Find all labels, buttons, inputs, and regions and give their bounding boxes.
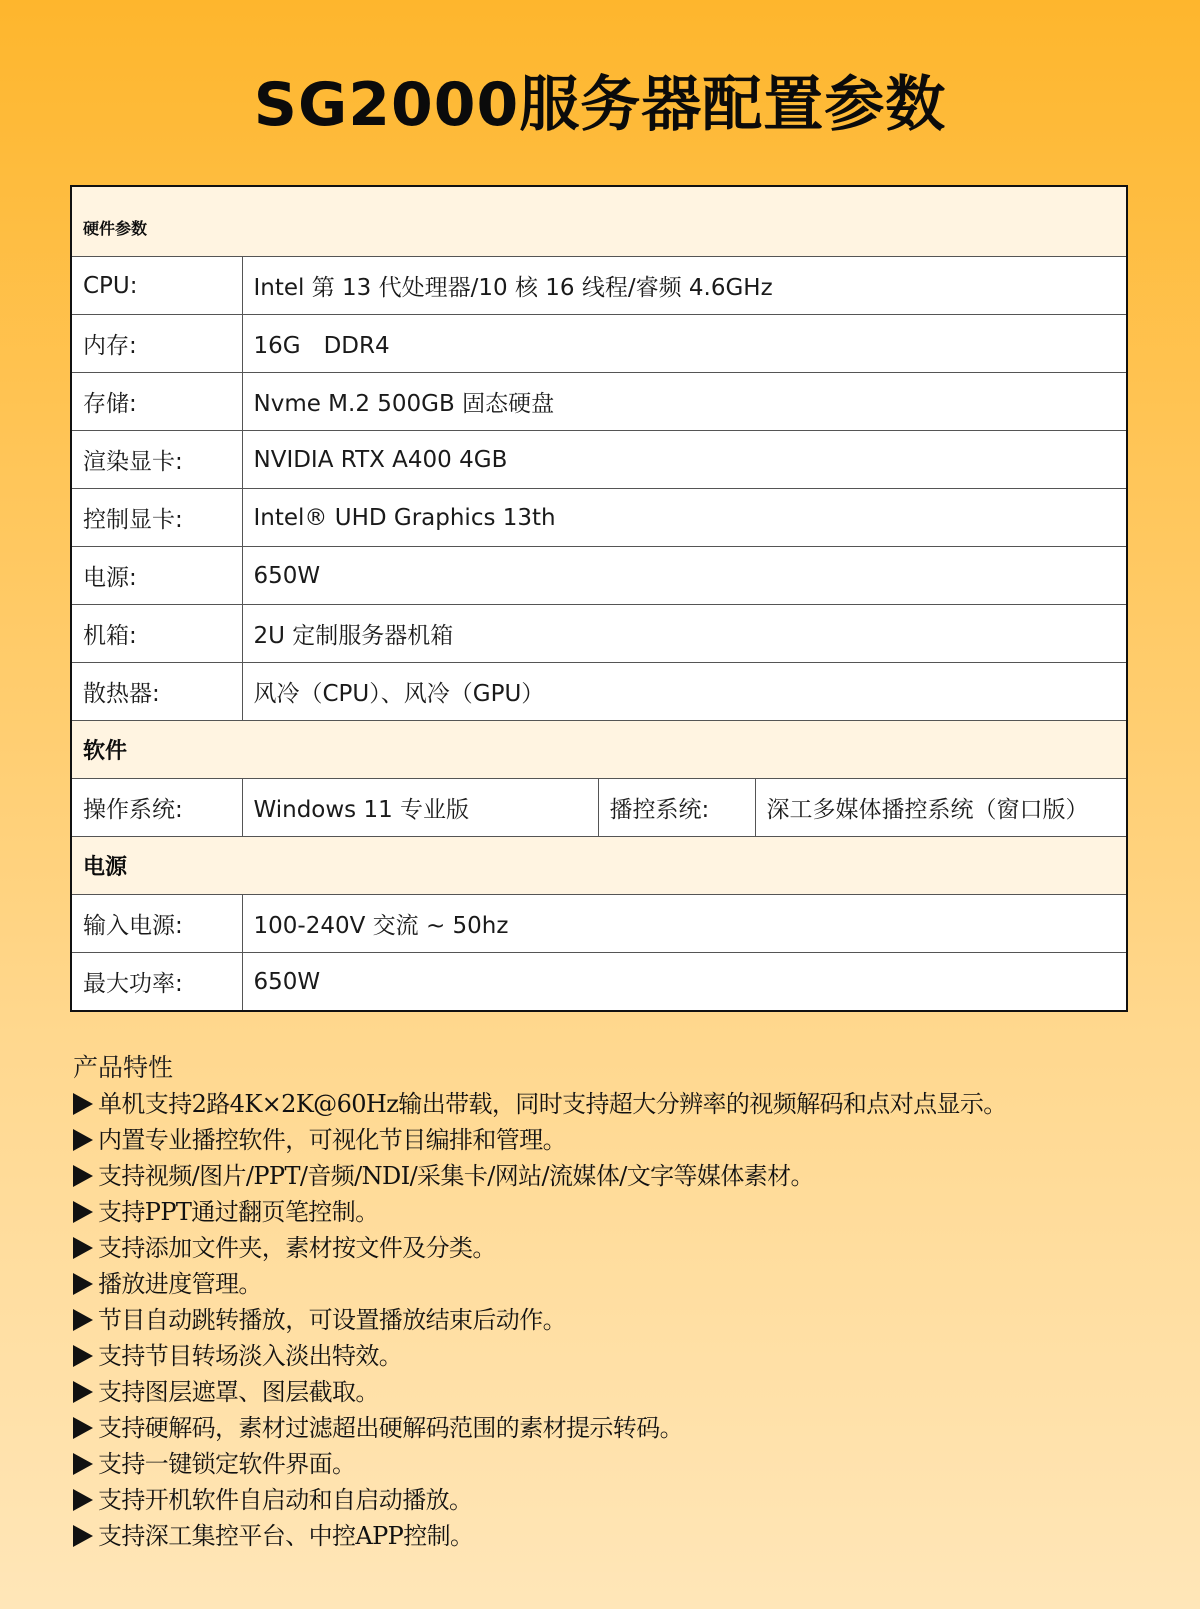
page-title: SG2000服务器配置参数 [253, 70, 947, 140]
hardware-section-row [71, 186, 1127, 257]
control-system-label: 播控系统: [598, 779, 755, 837]
feature-text: 支持一键锁定软件界面。 [98, 1450, 356, 1478]
storage-value: Nvme M.2 500GB 固态硬盘 [242, 373, 1127, 431]
list-item [73, 1158, 1198, 1194]
cpu-label: CPU: [71, 257, 242, 315]
feature-text: 内置专业播控软件，可视化节目编排和管理。 [98, 1126, 566, 1154]
render-gpu-label: 渲染显卡: [71, 431, 242, 489]
table-row [71, 895, 1127, 953]
memory-label: 内存: [71, 315, 242, 373]
list-item [73, 1374, 1198, 1410]
table-row [71, 547, 1127, 605]
os-label: 操作系统: [71, 779, 242, 837]
feature-text: 支持PPT通过翻页笔控制。 [98, 1198, 379, 1226]
table-row [71, 315, 1127, 373]
max-power-value: 650W [242, 953, 1127, 1012]
triangle-bullet-icon [73, 1381, 93, 1403]
triangle-bullet-icon [73, 1453, 93, 1475]
os-value: Windows 11 专业版 [242, 779, 598, 837]
table-row [71, 663, 1127, 721]
triangle-bullet-icon [73, 1201, 93, 1223]
list-item [73, 1446, 1198, 1482]
triangle-bullet-icon [73, 1309, 93, 1331]
triangle-bullet-icon [73, 1165, 93, 1187]
list-item [73, 1302, 1198, 1338]
feature-text: 支持硬解码，素材过滤超出硬解码范围的素材提示转码。 [98, 1414, 683, 1442]
list-item [73, 1086, 1198, 1122]
spec-table [70, 185, 1128, 1012]
feature-text: 支持视频/图片/PPT/音频/NDI/采集卡/网站/流媒体/文字等媒体素材。 [98, 1162, 814, 1190]
max-power-label: 最大功率: [71, 953, 242, 1012]
list-item [73, 1230, 1198, 1266]
input-power-value: 100-240V 交流 ~ 50hz [242, 895, 1127, 953]
triangle-bullet-icon [73, 1237, 93, 1259]
feature-text: 支持深工集控平台、中控APP控制。 [98, 1522, 474, 1550]
list-item [73, 1194, 1198, 1230]
table-row [71, 373, 1127, 431]
power-section-title: 电源 [71, 837, 1127, 895]
feature-text: 节目自动跳转播放，可设置播放结束后动作。 [98, 1306, 566, 1334]
software-section-title: 软件 [71, 721, 1127, 779]
storage-label: 存储: [71, 373, 242, 431]
chassis-value: 2U 定制服务器机箱 [242, 605, 1127, 663]
feature-text: 单机支持2路4K×2K@60Hz输出带载，同时支持超大分辨率的视频解码和点对点显示。 [98, 1090, 1007, 1118]
control-gpu-value: Intel® UHD Graphics 13th [242, 489, 1127, 547]
table-row [71, 605, 1127, 663]
table-row [71, 489, 1127, 547]
feature-text: 播放进度管理。 [98, 1270, 262, 1298]
list-item [73, 1482, 1198, 1518]
triangle-bullet-icon [73, 1417, 93, 1439]
render-gpu-value: NVIDIA RTX A400 4GB [242, 431, 1127, 489]
list-item [73, 1122, 1198, 1158]
triangle-bullet-icon [73, 1273, 93, 1295]
memory-value: 16G DDR4 [242, 315, 1127, 373]
triangle-bullet-icon [73, 1525, 93, 1547]
feature-text: 支持节目转场淡入淡出特效。 [98, 1342, 403, 1370]
table-row [71, 953, 1127, 1012]
list-item [73, 1410, 1198, 1446]
control-gpu-label: 控制显卡: [71, 489, 242, 547]
features-heading: 产品特性 [73, 1053, 174, 1082]
features-section [73, 1050, 1198, 1554]
table-row [71, 779, 1127, 837]
triangle-bullet-icon [73, 1129, 93, 1151]
cooler-label: 散热器: [71, 663, 242, 721]
input-power-label: 输入电源: [71, 895, 242, 953]
cpu-value: Intel 第 13 代处理器/10 核 16 线程/睿频 4.6GHz [242, 257, 1127, 315]
psu-value: 650W [242, 547, 1127, 605]
software-section-row [71, 721, 1127, 779]
table-row [71, 431, 1127, 489]
feature-text: 支持开机软件自启动和自启动播放。 [98, 1486, 473, 1514]
triangle-bullet-icon [73, 1345, 93, 1367]
triangle-bullet-icon [73, 1093, 93, 1115]
feature-text: 支持图层遮罩、图层截取。 [98, 1378, 379, 1406]
table-row [71, 257, 1127, 315]
list-item [73, 1518, 1198, 1554]
feature-text: 支持添加文件夹，素材按文件及分类。 [98, 1234, 496, 1262]
triangle-bullet-icon [73, 1489, 93, 1511]
power-section-row [71, 837, 1127, 895]
hardware-section-title: 硬件参数 [71, 186, 1127, 257]
cooler-value: 风冷（CPU）、风冷（GPU） [242, 663, 1127, 721]
feature-list [73, 1086, 1198, 1554]
chassis-label: 机箱: [71, 605, 242, 663]
list-item [73, 1338, 1198, 1374]
list-item [73, 1266, 1198, 1302]
psu-label: 电源: [71, 547, 242, 605]
control-system-value: 深工多媒体播控系统（窗口版） [755, 779, 1127, 837]
